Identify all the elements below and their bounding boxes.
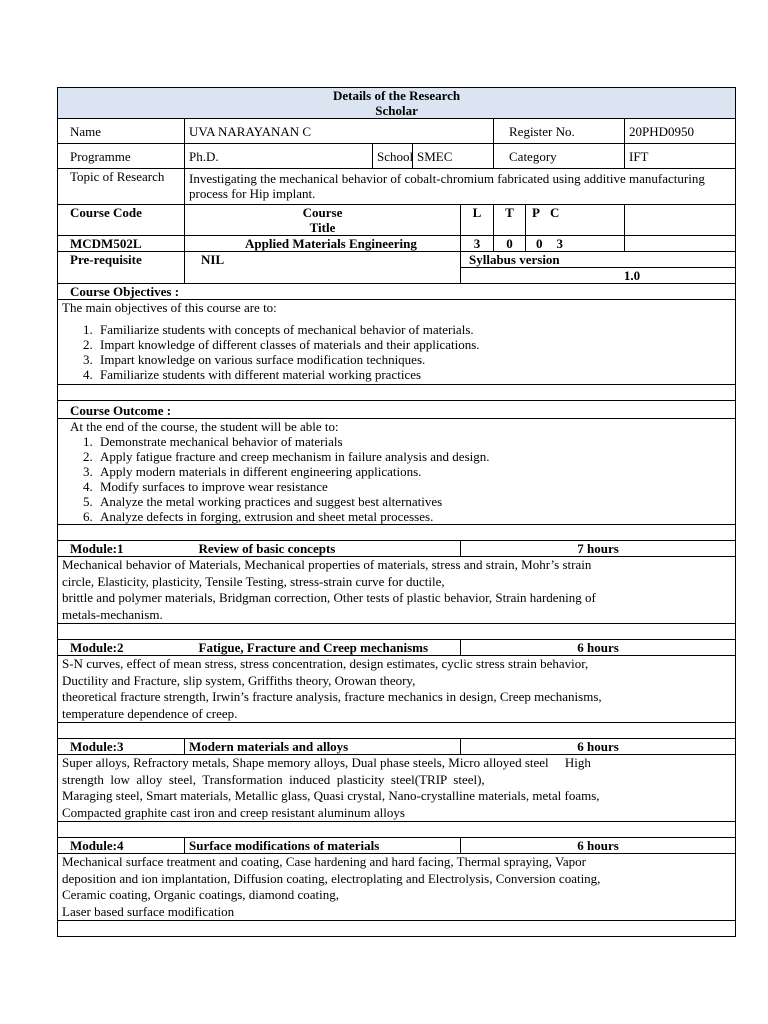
course-values-row [58,236,736,252]
spacer-row [58,723,736,739]
p-c-label: P C [526,205,625,236]
programme-row [58,144,736,169]
outcome-item: 6. Analyze defects in forging, extrusion and sheet metal processes. [96,509,731,524]
module-4-description: Mechanical surface treatment and coating, Case hardening and hard facing, Thermal spraying, Vapor deposition and ion implantation, Diffusion coating, electroplating and Electrolysis, Conversion coating, Ceramic coating, Organic coatings, diamond coating, Laser based surface modification [58,854,736,921]
module-3-hours: 6 hours [461,739,736,755]
module-4-body [58,854,736,921]
course-header-row [58,205,736,236]
l-label: L [461,205,494,236]
programme-value: Ph.D. [185,144,373,169]
course-title: Applied Materials Engineering [185,236,461,252]
module-3-label: Module:3 [58,739,185,755]
module-1-header [58,541,736,557]
outcome-item: 1. Demonstrate mechanical behavior of materials [96,434,731,449]
module-1-title: Review of basic concepts [185,541,461,557]
prereq-value: NIL [185,252,461,268]
syllabus-version: 1.0 [461,268,736,284]
outcomes-heading: Course Outcome : [58,401,736,419]
syllabus-table [57,87,736,937]
module-4-hours: 6 hours [461,838,736,854]
module-3-header [58,739,736,755]
p-c-values: 0 3 [526,236,625,252]
module-1-hours: 7 hours [461,541,736,557]
blank-cell [185,268,461,284]
objective-item: 1. Familiarize students with concepts of mechanical behavior of materials. [96,322,731,337]
spacer-row [58,525,736,541]
spacer-row [58,822,736,838]
outcomes-cell [58,419,736,525]
topic-label: Topic of Research [58,169,185,205]
topic-row [58,169,736,205]
blank-cell [625,236,736,252]
module-4-header [58,838,736,854]
module-3-title: Modern materials and alloys [185,739,461,755]
name-value: UVA NARAYANAN C [185,119,494,144]
l-value: 3 [461,236,494,252]
t-value: 0 [494,236,526,252]
module-4-title: Surface modifications of materials [185,838,461,854]
outcomes-heading-row [58,401,736,419]
prereq-row [58,252,736,268]
objective-item: 4. Familiarize students with different material working practices [96,367,731,382]
syllabus-label: Syllabus version [461,252,736,268]
category-value: IFT [625,144,736,169]
topic-value: Investigating the mechanical behavior of cobalt-chromium fabricated using additive manufacturing process for Hip implant. [185,169,736,205]
category-label: Category [494,144,625,169]
module-2-label: Module:2 [58,640,185,656]
objective-item: 2. Impart knowledge of different classes of materials and their applications. [96,337,731,352]
module-1-label: Module:1 [58,541,185,557]
school-value: SMEC [413,144,494,169]
module-2-header [58,640,736,656]
module-2-title: Fatigue, Fracture and Creep mechanisms [185,640,461,656]
register-label: Register No. [494,119,625,144]
spacer-row [58,921,736,937]
prereq-label: Pre-requisite [58,252,185,268]
spacer-row [58,385,736,401]
module-3-body [58,755,736,822]
module-1-description: Mechanical behavior of Materials, Mechanical properties of materials, stress and strain, Mohr’s strain circle, Elasticity, plasticity, Tensile Testing, stress-strain curve for ductile, brittle and polymer materials, Bridgman correction, Other tests of plastic behavior, Strain hardening of metals-mechanism. [58,557,736,624]
header-row [58,88,736,119]
register-value: 20PHD0950 [625,119,736,144]
module-1-body [58,557,736,624]
objective-item: 3. Impart knowledge on various surface modification techniques. [96,352,731,367]
objectives-heading-row [58,284,736,300]
course-code-label: Course Code [58,205,185,236]
outcome-item: 2. Apply fatigue fracture and creep mechanism in failure analysis and design. [96,449,731,464]
objectives-heading: Course Objectives : [58,284,736,300]
module-2-body [58,656,736,723]
outcomes-row [58,419,736,525]
name-row [58,119,736,144]
course-title-label: Course Title [185,205,461,236]
spacer-row [58,624,736,640]
outcomes-intro: At the end of the course, the student will be able to: [70,419,339,434]
objectives-row [58,300,736,385]
blank-cell [625,205,736,236]
header-title: Details of the Research [332,88,461,103]
syllabus-version-row [58,268,736,284]
module-3-description: Super alloys, Refractory metals, Shape memory alloys, Dual phase steels, Micro alloyed steel High strength low alloy steel, Transformation induced plasticity steel(TRIP steel), Maraging steel, Smart materials, Metallic glass, Quasi crystal, Nano-crystalline materials, metal foams, Compacted graphite cast iron and creep resistant aluminum alloys [58,755,736,822]
school-label: School [373,144,413,169]
course-code: MCDM502L [58,236,185,252]
objectives-intro: The main objectives of this course are to: [62,300,277,315]
module-2-hours: 6 hours [461,640,736,656]
module-4-label: Module:4 [58,838,185,854]
t-label: T [494,205,526,236]
header-subtitle: Scholar [375,103,418,118]
syllabus-page [57,87,735,937]
objectives-cell [58,300,736,385]
outcome-item: 5. Analyze the metal working practices and suggest best alternatives [96,494,731,509]
blank-cell [58,268,185,284]
outcome-item: 4. Modify surfaces to improve wear resistance [96,479,731,494]
module-2-description: S-N curves, effect of mean stress, stress concentration, design estimates, cyclic stress strain behavior, Ductility and Fracture, slip system, Griffiths theory, Orowan theory, theoretical fracture strength, Irwin’s fracture analysis, fracture mechanics in design, Creep mechanisms, temperature dependence of creep. [58,656,736,723]
programme-label: Programme [58,144,185,169]
name-label: Name [58,119,185,144]
outcome-item: 3. Apply modern materials in different engineering applications. [96,464,731,479]
